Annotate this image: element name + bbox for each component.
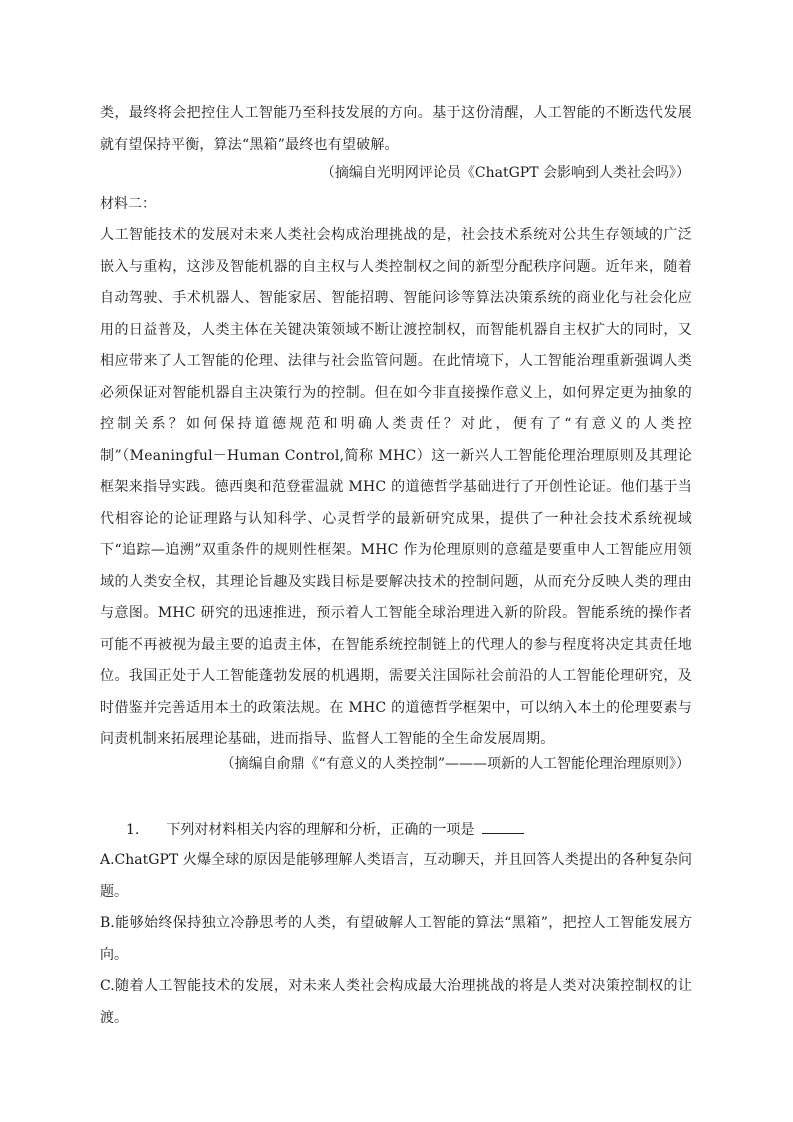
material-two-heading: 材料二： [100, 196, 156, 212]
option-b: B.能够始终保持独立冷静思考的人类，有望破解人工智能的算法“黑箱”，把控人工智能发展方向。 [100, 915, 692, 963]
question-prompt: 下列对材料相关内容的理解和分析，正确的一项是 [166, 822, 475, 838]
option-a: A.ChatGPT 火爆全球的原因是能够理解人类语言，互动聊天，并且回答人类提出的各种复杂问题。 [100, 852, 692, 900]
question-1 [100, 815, 692, 1034]
option-c: C.随着人工智能技术的发展，对未来人类社会构成最大治理挑战的将是人类对决策控制权的让渡。 [100, 978, 692, 1026]
material-one-tail-paragraph: 类，最终将会把控住人工智能乃至科技发展的方向。基于这份清醒，人工智能的不断迭代发展就有望保持平衡，算法“黑箱”最终也有望破解。 [100, 105, 692, 153]
material-two-source: （摘编自俞鼎《“有意义的人类控制”———项新的人工智能伦理治理原则》） [220, 756, 690, 772]
material-two-paragraph: 人工智能技术的发展对未来人类社会构成治理挑战的是，社会技术系统对公共生存领域的广泛嵌入与重构，这涉及智能机器的自主权与人类控制权之间的新型分配秩序问题。近年来，随着自动驾驶、手术机器人、智能家居、智能招聘、智能问诊等算法决策系统的商业化与社会化应用的日益普及，人类主体在关键决策领域不断让渡控制权，而智能机器自主权扩大的同时，又相应带来了人工智能的伦理、法律与社会监管问题。在此情境下，人工智能治理重新强调人类必须保证对智能机器自主决策行为的控制。但在如今非直接操作意义上，如何界定更为抽象的控制关系？如何保持道德规范和明确人类责任？对此，便有了“有意义的人类控制”（Meaningful－Human Control,简称 MHC）这一新兴人工智能伦理治理原则及其理论框架来指导实践。德西奥和范登霍温就 MHC 的道德哲学基础进行了开创性论证。他们基于当代相容论的论证理路与认知科学、心灵哲学的最新研究成果，提供了一种社会技术系统视域下“追踪—追溯”双重条件的规则性框架。MHC 作为伦理原则的意蕴是要重申人工智能应用领域的人类安全权，其理论旨趣及实践目标是要解决技术的控制问题，从而充分反映人类的理由与意图。MHC 研究的迅速推进，预示着人工智能全球治理进入新的阶段。智能系统的操作者可能不再被视为最主要的追责主体，在智能系统控制链上的代理人的参与程度将决定其责任地位。我国正处于人工智能蓬勃发展的机遇期，需要关注国际社会前沿的人工智能伦理研究，及时借鉴并完善适用本土的政策法规。在 MHC 的道德哲学框架中，可以纳入本土的伦理要素与问责机制来拓展理论基础，进而指导、监督人工智能的全生命发展周期。 [100, 227, 692, 747]
question-number: 1. [126, 822, 140, 838]
material-one-source: （摘编自光明网评论员《ChatGPT 会影响到人类社会吗》） [320, 165, 690, 181]
answer-blank[interactable] [482, 817, 524, 834]
question-title [100, 815, 692, 845]
